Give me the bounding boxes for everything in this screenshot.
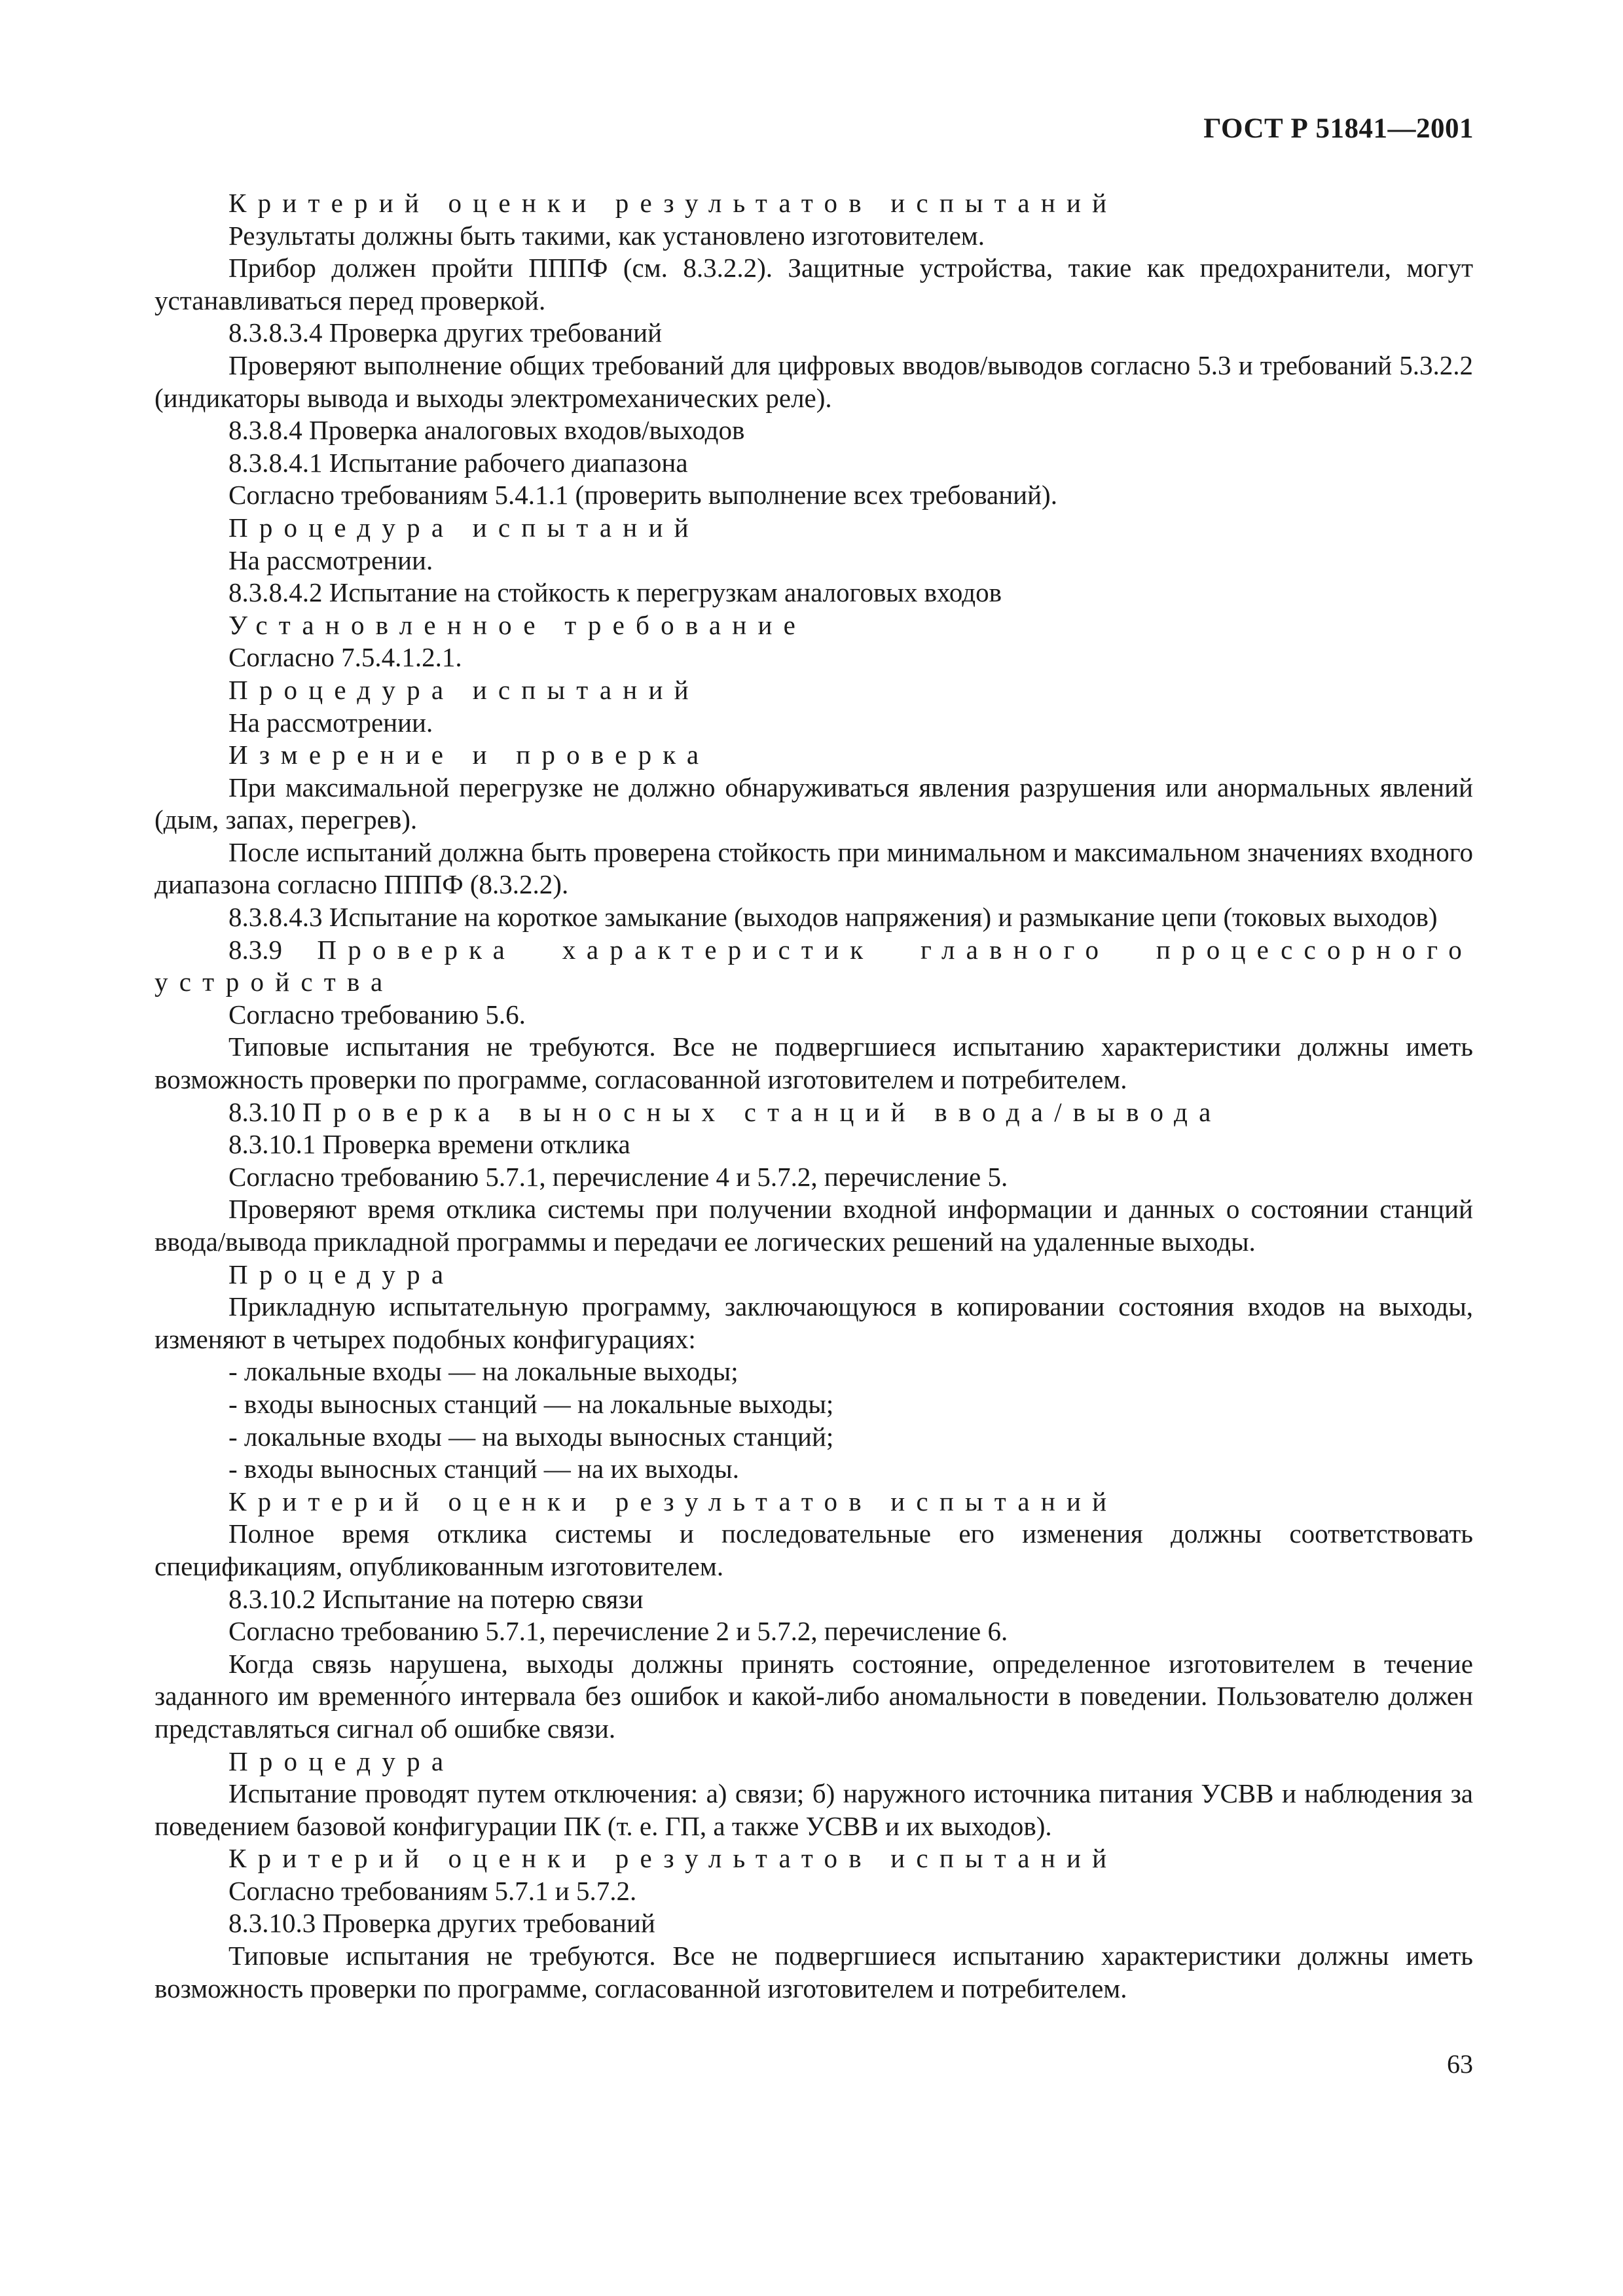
paragraph: Согласно требованию 5.7.1, перечисление 2 и 5.7.2, перечисление 6.	[228, 1616, 1008, 1647]
spaced-subheading: Критерий оценки результатов испытаний	[228, 1843, 1118, 1874]
document-body	[155, 187, 1473, 2005]
paragraph: На рассмотрении.	[228, 707, 433, 738]
paragraph: Согласно требованиям 5.4.1.1 (проверить выполнение всех требований).	[228, 480, 1057, 511]
paragraph: Когда связь нарушена, выходы должны принять состояние, определенное изготовителем в течение заданного им временно́го интервала без ошибок и какой-либо аномальности в поведении. Пользователю должен представляться сигнал об ошибке связи.	[155, 1648, 1473, 1744]
paragraph: 8.3.10.1 Проверка времени отклика	[228, 1129, 630, 1160]
spaced-subheading: Процедура испытаний	[228, 512, 700, 543]
section-number: 8.3.10	[228, 1096, 296, 1127]
paragraph: Испытание проводят путем отключения: а) связи; б) наружного источника питания УСВВ и наблюдения за поведением базовой конфигурации ПК (т. е. ГП, а также УСВВ и их выходов).	[155, 1778, 1473, 1841]
page-number: 63	[1447, 2049, 1473, 2079]
paragraph: Типовые испытания не требуются. Все не подвергшиеся испытанию характеристики должны иметь возможность проверки по программе, согласованной изготовителем и потребителем.	[155, 1031, 1473, 1095]
paragraph: Результаты должны быть такими, как установлено изготовителем.	[228, 220, 985, 251]
spaced-subheading: Установленное требование	[228, 609, 807, 640]
list-item: - входы выносных станций — на их выходы.	[228, 1454, 739, 1484]
list-item: - входы выносных станций — на локальные выходы;	[228, 1388, 834, 1419]
section-heading	[155, 934, 1473, 999]
paragraph: На рассмотрении.	[228, 545, 433, 575]
paragraph: 8.3.8.3.4 Проверка других требований	[228, 317, 663, 348]
paragraph: Согласно требованию 5.6.	[228, 999, 526, 1030]
paragraph: 8.3.8.4.2 Испытание на стойкость к перегрузкам аналоговых входов	[228, 577, 1002, 608]
paragraph: 8.3.10.2 Испытание на потерю связи	[228, 1583, 644, 1614]
paragraph: 8.3.8.4 Проверка аналоговых входов/выходов	[228, 415, 745, 446]
list-item: - локальные входы — на выходы выносных станций;	[228, 1421, 834, 1452]
paragraph: При максимальной перегрузке не должно обнаруживаться явления разрушения или анормальных явлений (дым, запах, перегрев).	[155, 772, 1473, 835]
spaced-subheading: Процедура	[228, 1259, 455, 1289]
spaced-subheading: Процедура испытаний	[228, 674, 700, 705]
paragraph: Согласно требованиям 5.7.1 и 5.7.2.	[228, 1875, 637, 1906]
section-title: Проверка характеристик главного процессорного устройства	[155, 934, 1473, 997]
paragraph: Согласно 7.5.4.1.2.1.	[228, 642, 462, 673]
document-code-header: ГОСТ Р 51841—2001	[1203, 113, 1474, 144]
paragraph: Проверяют выполнение общих требований для цифровых вводов/выводов согласно 5.3 и требований 5.3.2.2 (индикаторы вывода и выходы электромеханических реле).	[155, 350, 1473, 413]
section-heading	[155, 1096, 1473, 1129]
section-title: Проверка выносных станций ввода/вывода	[302, 1096, 1222, 1127]
paragraph: Типовые испытания не требуются. Все не подвергшиеся испытанию характеристики должны иметь возможность проверки по программе, согласованной изготовителем и потребителем.	[155, 1941, 1473, 2003]
section-number: 8.3.9	[228, 934, 282, 965]
paragraph: Согласно требованию 5.7.1, перечисление 4 и 5.7.2, перечисление 5.	[228, 1161, 1008, 1192]
paragraph: Проверяют время отклика системы при получении входной информации и данных о состоянии станций ввода/вывода прикладной программы и передачи ее логических решений на удаленные выходы.	[155, 1194, 1473, 1257]
paragraph: 8.3.8.4.1 Испытание рабочего диапазона	[228, 447, 688, 478]
spaced-subheading: Критерий оценки результатов испытаний	[228, 1486, 1118, 1516]
paragraph: 8.3.10.3 Проверка других требований	[228, 1908, 655, 1939]
paragraph: Прикладную испытательную программу, заключающуюся в копировании состояния входов на выходы, изменяют в четырех подобных конфигурациях:	[155, 1291, 1473, 1354]
paragraph: После испытаний должна быть проверена стойкость при минимальном и максимальном значениях входного диапазона согласно ПППФ (8.3.2.2).	[155, 836, 1473, 900]
paragraph: Полное время отклика системы и последовательные его изменения должны соответствовать спецификациям, опубликованным изготовителем.	[155, 1518, 1473, 1581]
list-item: - локальные входы — на локальные выходы;	[228, 1356, 739, 1387]
paragraph: 8.3.8.4.3 Испытание на короткое замыкание (выходов напряжения) и размыкание цепи (токовых выходов)	[228, 902, 1438, 933]
spaced-subheading: Измерение и проверка	[228, 740, 710, 770]
spaced-subheading: Критерий оценки результатов испытаний	[228, 188, 1118, 218]
spaced-subheading: Процедура	[228, 1746, 455, 1776]
paragraph: Прибор должен пройти ПППФ (см. 8.3.2.2). Защитные устройства, такие как предохранители, могут устанавливаться перед проверкой.	[155, 253, 1473, 315]
